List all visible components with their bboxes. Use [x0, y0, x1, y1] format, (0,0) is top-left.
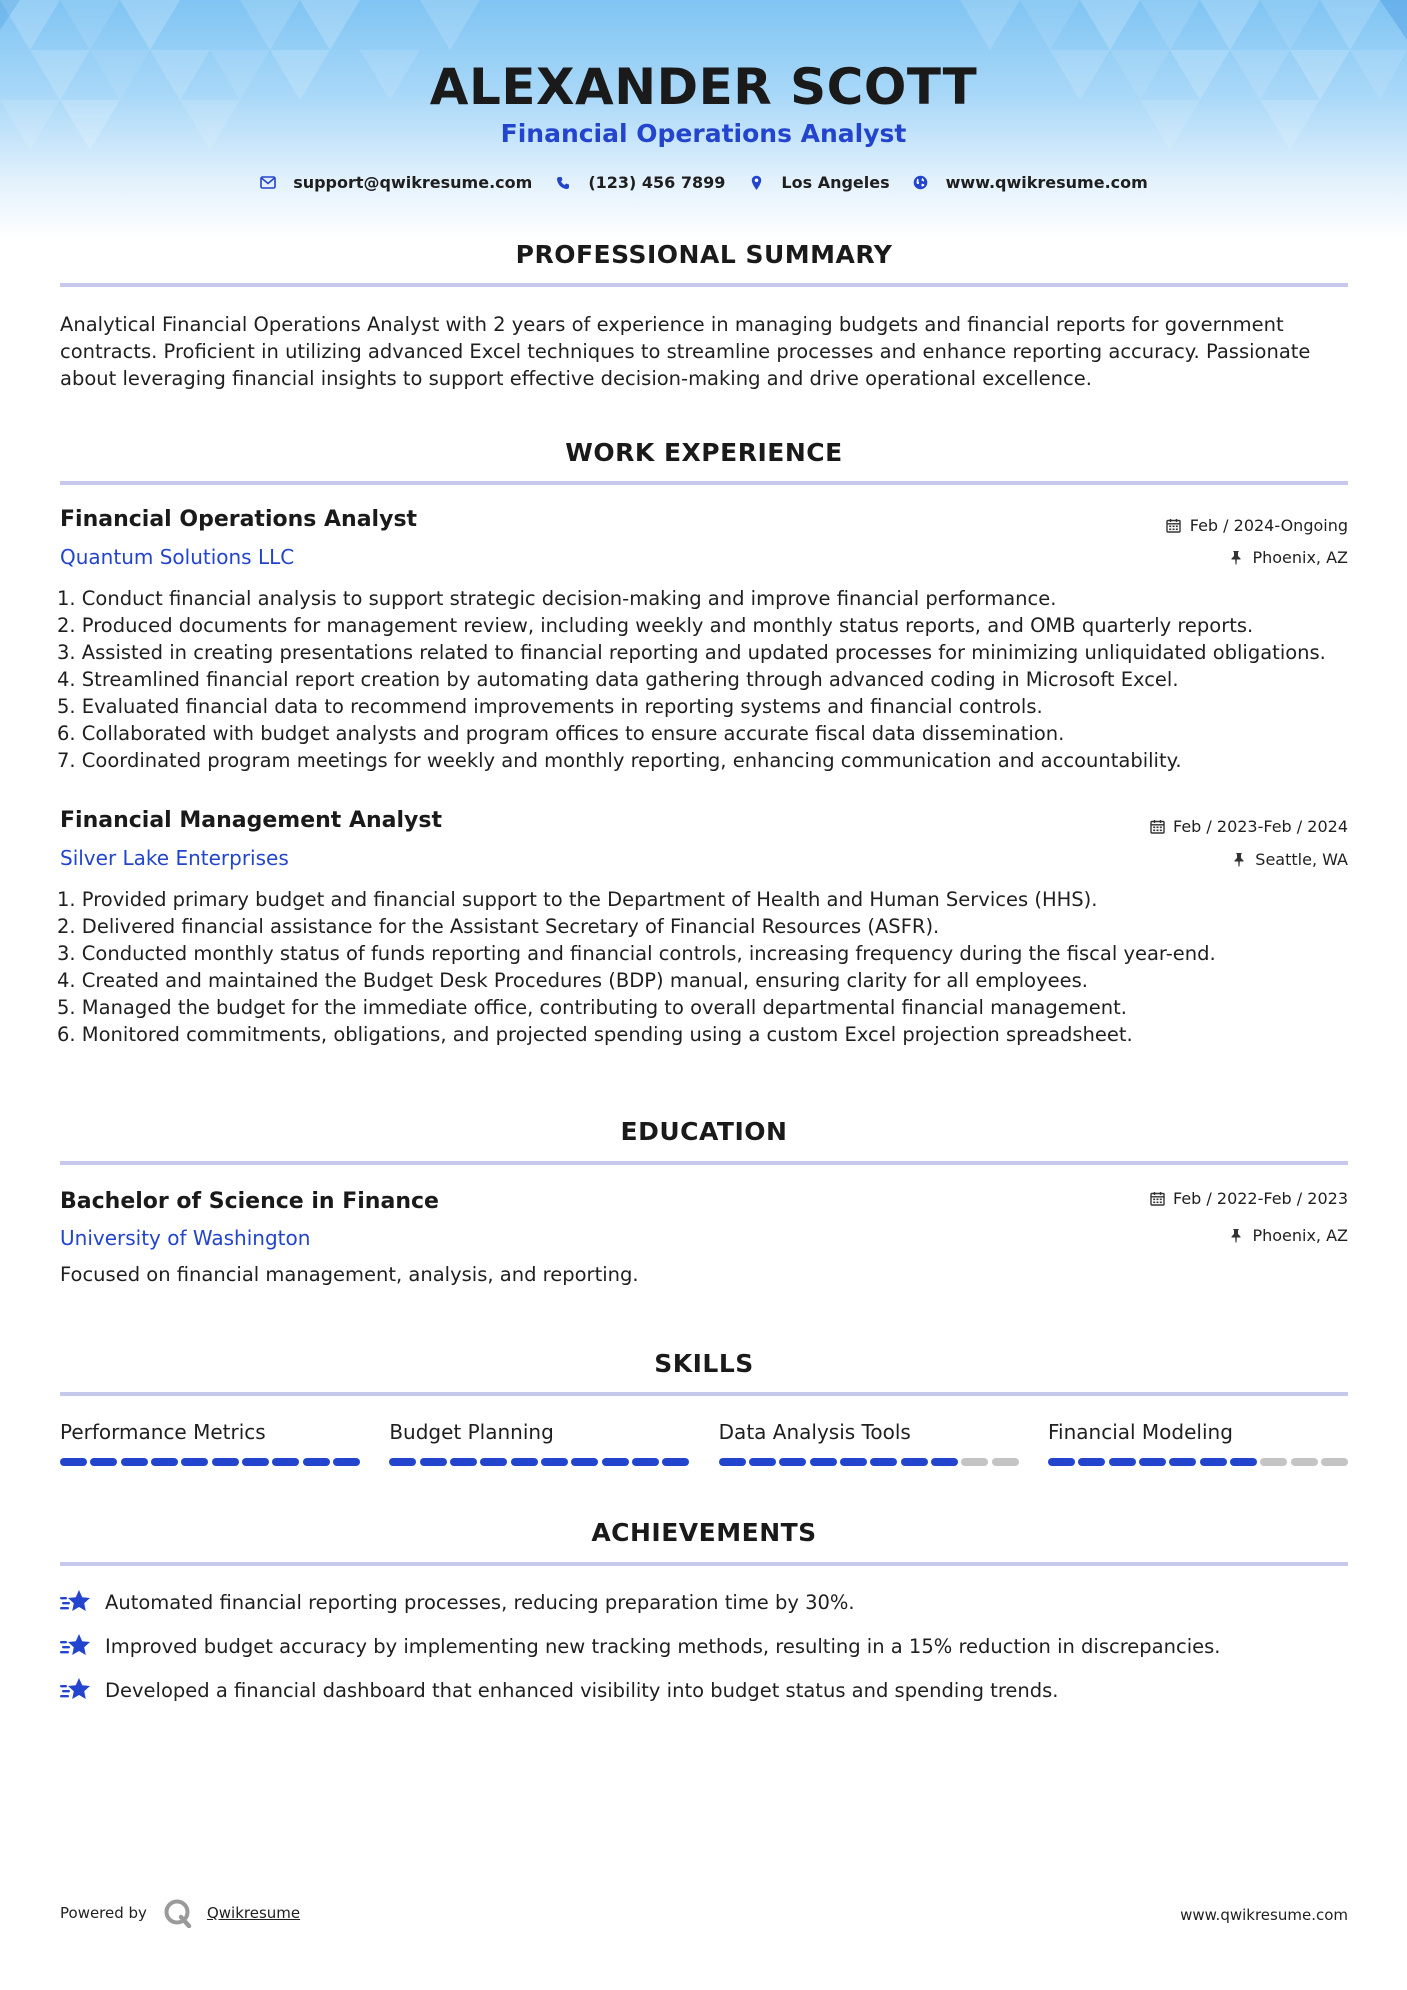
skill-segment-filled — [1169, 1458, 1196, 1466]
section-title-achievements: ACHIEVEMENTS — [591, 1518, 817, 1547]
location-text: Phoenix, AZ — [1252, 1226, 1348, 1245]
star-icon — [60, 1632, 92, 1660]
skill-segment-filled — [1048, 1458, 1075, 1466]
qwikresume-logo-icon — [163, 1898, 193, 1928]
education-location — [1228, 1226, 1348, 1245]
list-item: 5. Evaluated financial data to recommend improvements in reporting systems and financial controls. — [57, 695, 1043, 718]
summary-line: contracts. Proficient in utilizing advanced Excel techniques to streamline processes and enhance reporting accuracy. Passionate — [60, 340, 1311, 363]
company-name: Quantum Solutions LLC — [60, 545, 295, 569]
job-dates — [1149, 817, 1348, 836]
skill-segment-filled — [719, 1458, 746, 1466]
dates-text: Feb / 2023-Feb / 2024 — [1173, 817, 1348, 836]
education-description: Focused on financial management, analysis, and reporting. — [60, 1263, 639, 1286]
skill-segment-filled — [181, 1458, 208, 1466]
list-item: 3. Assisted in creating presentations related to financial reporting and updated processes for minimizing unliquidated obligations. — [57, 641, 1326, 664]
skill-item — [1048, 1420, 1348, 1466]
summary-line: about leveraging financial insights to support effective decision-making and drive operational excellence. — [60, 367, 1092, 390]
skill-level-bar — [389, 1458, 689, 1466]
skill-segment-filled — [511, 1458, 538, 1466]
skill-name: Budget Planning — [389, 1420, 554, 1444]
skill-segment-filled — [242, 1458, 269, 1466]
section-divider — [60, 1562, 1348, 1566]
contact-phone[interactable] — [554, 173, 725, 192]
list-item: 6. Collaborated with budget analysts and program offices to ensure accurate fiscal data dissemination. — [57, 722, 1065, 745]
job-location — [1231, 850, 1348, 869]
skill-segment-filled — [333, 1458, 360, 1466]
summary-line: Analytical Financial Operations Analyst with 2 years of experience in managing budgets and financial reports for government — [60, 313, 1284, 336]
skill-segment-filled — [60, 1458, 87, 1466]
skill-segment-filled — [602, 1458, 629, 1466]
star-icon — [60, 1676, 92, 1704]
section-divider — [60, 481, 1348, 485]
skill-segment-filled — [901, 1458, 928, 1466]
list-item: 1. Conduct financial analysis to support strategic decision-making and improve financial performance. — [57, 587, 1057, 610]
skill-segment-empty — [1291, 1458, 1318, 1466]
job-title: Financial Management Analyst — [60, 808, 442, 833]
skill-segment-filled — [303, 1458, 330, 1466]
job-dates — [1166, 516, 1348, 535]
skill-segment-filled — [571, 1458, 598, 1466]
job-title: Financial Operations Analyst — [60, 507, 418, 532]
contact-location — [747, 173, 889, 192]
school-name: University of Washington — [60, 1226, 311, 1250]
skill-name: Data Analysis Tools — [718, 1420, 911, 1444]
skill-level-bar — [60, 1458, 360, 1466]
skill-segment-filled — [1139, 1458, 1166, 1466]
star-icon — [60, 1588, 92, 1616]
skill-name: Financial Modeling — [1047, 1420, 1233, 1444]
skill-segment-empty — [961, 1458, 988, 1466]
phone-text: (123) 456 7899 — [588, 173, 726, 192]
website-text: www.qwikresume.com — [945, 173, 1148, 192]
pushpin-icon — [1231, 852, 1247, 868]
skill-segment-filled — [151, 1458, 178, 1466]
pushpin-icon — [1228, 550, 1244, 566]
skill-level-bar — [719, 1458, 1019, 1466]
qwikresume-link[interactable]: Qwikresume — [206, 1904, 301, 1922]
achievement-item — [60, 1676, 1059, 1704]
section-divider — [60, 1392, 1348, 1396]
globe-icon — [912, 174, 930, 192]
powered-by-label: Powered by — [60, 1904, 147, 1922]
company-name: Silver Lake Enterprises — [60, 846, 289, 870]
skill-segment-filled — [121, 1458, 148, 1466]
dates-text: Feb / 2024-Ongoing — [1189, 516, 1348, 535]
section-title-skills: SKILLS — [654, 1349, 754, 1378]
skill-level-bar — [1048, 1458, 1348, 1466]
list-item: 1. Provided primary budget and financial support to the Department of Health and Human Services (HHS). — [57, 888, 1098, 911]
skill-segment-filled — [90, 1458, 117, 1466]
skill-segment-filled — [662, 1458, 689, 1466]
summary-text — [60, 311, 1350, 392]
list-item: 6. Monitored commitments, obligations, and projected spending using a custom Excel projection spreadsheet. — [57, 1023, 1133, 1046]
envelope-icon — [259, 174, 277, 192]
skill-segment-filled — [632, 1458, 659, 1466]
skill-segment-filled — [1230, 1458, 1257, 1466]
skill-segment-filled — [420, 1458, 447, 1466]
skill-segment-filled — [541, 1458, 568, 1466]
pushpin-icon — [1228, 1228, 1244, 1244]
skills-grid — [60, 1420, 1348, 1466]
skill-segment-filled — [840, 1458, 867, 1466]
achievement-text: Improved budget accuracy by implementing new tracking methods, resulting in a 15% reduction in discrepancies. — [105, 1634, 1221, 1658]
footer-website[interactable]: www.qwikresume.com — [1180, 1906, 1348, 1924]
skill-segment-filled — [212, 1458, 239, 1466]
achievement-item — [60, 1588, 855, 1616]
location-text: Phoenix, AZ — [1252, 548, 1348, 567]
skill-segment-empty — [1260, 1458, 1287, 1466]
section-title-experience: WORK EXPERIENCE — [565, 438, 843, 467]
skill-segment-filled — [1109, 1458, 1136, 1466]
calendar-icon — [1166, 518, 1182, 534]
skill-segment-empty — [992, 1458, 1019, 1466]
education-dates — [1149, 1189, 1348, 1208]
list-item: 2. Produced documents for management review, including weekly and monthly status reports, and OMB quarterly reports. — [57, 614, 1254, 637]
job-bullets — [57, 585, 1357, 774]
skill-item — [60, 1420, 360, 1466]
footer-powered-by — [60, 1898, 300, 1928]
list-item: 4. Created and maintained the Budget Desk Procedures (BDP) manual, ensuring clarity for all employees. — [57, 969, 1089, 992]
skill-segment-empty — [1321, 1458, 1348, 1466]
skill-segment-filled — [810, 1458, 837, 1466]
candidate-name: ALEXANDER SCOTT — [429, 58, 978, 116]
skill-segment-filled — [931, 1458, 958, 1466]
skill-name: Performance Metrics — [60, 1420, 266, 1444]
list-item: 4. Streamlined financial report creation by automating data gathering through advanced coding in Microsoft Excel. — [57, 668, 1179, 691]
skill-segment-filled — [272, 1458, 299, 1466]
list-item: 5. Managed the budget for the immediate office, contributing to overall departmental financial management. — [57, 996, 1127, 1019]
skill-segment-filled — [1200, 1458, 1227, 1466]
skill-segment-filled — [480, 1458, 507, 1466]
phone-icon — [554, 174, 572, 192]
skill-segment-filled — [450, 1458, 477, 1466]
list-item: 3. Conducted monthly status of funds reporting and financial controls, increasing frequency during the fiscal year-end. — [57, 942, 1216, 965]
map-pin-icon — [747, 174, 765, 192]
skill-segment-filled — [870, 1458, 897, 1466]
section-title-education: EDUCATION — [620, 1117, 788, 1146]
skill-segment-filled — [749, 1458, 776, 1466]
location-text: Los Angeles — [781, 173, 890, 192]
skill-item — [389, 1420, 689, 1466]
contact-website[interactable] — [912, 173, 1148, 192]
contact-email[interactable] — [259, 173, 532, 192]
skill-segment-filled — [389, 1458, 416, 1466]
section-divider — [60, 283, 1348, 287]
degree-title: Bachelor of Science in Finance — [60, 1189, 439, 1214]
location-text: Seattle, WA — [1255, 850, 1348, 869]
list-item: 2. Delivered financial assistance for the Assistant Secretary of Financial Resources (ASFR). — [57, 915, 940, 938]
skill-segment-filled — [1078, 1458, 1105, 1466]
achievement-text: Developed a financial dashboard that enhanced visibility into budget status and spending trends. — [105, 1678, 1059, 1702]
job-bullets — [57, 886, 1357, 1048]
list-item: 7. Coordinated program meetings for weekly and monthly reporting, enhancing communication and accountability. — [57, 749, 1182, 772]
section-title-summary: PROFESSIONAL SUMMARY — [515, 240, 893, 269]
skill-item — [719, 1420, 1019, 1466]
achievement-text: Automated financial reporting processes, reducing preparation time by 30%. — [105, 1590, 855, 1614]
job-location — [1228, 548, 1348, 567]
skill-segment-filled — [779, 1458, 806, 1466]
email-text: support@qwikresume.com — [293, 173, 533, 192]
calendar-icon — [1149, 819, 1165, 835]
candidate-title: Financial Operations Analyst — [500, 119, 907, 148]
contact-bar — [0, 173, 1407, 192]
calendar-icon — [1149, 1191, 1165, 1207]
dates-text: Feb / 2022-Feb / 2023 — [1173, 1189, 1348, 1208]
achievement-item — [60, 1632, 1220, 1660]
section-divider — [60, 1161, 1348, 1165]
